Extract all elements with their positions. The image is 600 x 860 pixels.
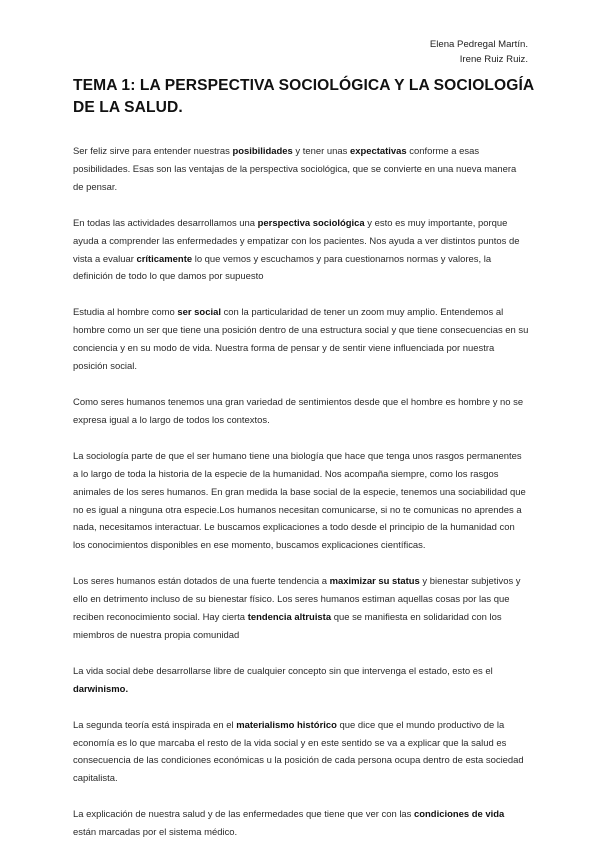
text-run: Estudia al hombre como bbox=[73, 307, 178, 319]
paragraph bbox=[73, 215, 529, 287]
paragraph bbox=[73, 304, 529, 376]
author-name: Elena Pedregal Martín. bbox=[429, 39, 528, 50]
bold-term: maximizar su status bbox=[329, 576, 420, 588]
bold-term: críticamente bbox=[136, 253, 193, 265]
bold-term: tendencia altruista bbox=[247, 612, 332, 624]
bold-term: perspectiva sociológica bbox=[257, 217, 365, 229]
paragraph bbox=[73, 806, 529, 842]
text-run: La explicación de nuestra salud y de las enfermedades que tiene que ver con las bbox=[73, 809, 415, 821]
bold-term: condiciones de vida bbox=[414, 809, 505, 821]
text-run: que dice que el mundo productivo de la economía es lo que marcaba el resto de la vida social y en este sentido se va a explicar que la salud es consecuencia de las condiciones económicas u la posición de cada persona ocupa dentro de esta sociedad capitalista. bbox=[73, 719, 524, 785]
bold-term: ser social bbox=[177, 307, 221, 319]
text-run: En todas las actividades desarrollamos una bbox=[73, 217, 258, 229]
paragraph bbox=[73, 663, 529, 699]
text-run: Como seres humanos tenemos una gran variedad de sentimientos desde que el hombre es hombre y no se expresa igual a lo largo de todos los contextos. bbox=[73, 396, 524, 426]
text-run: La sociología parte de que el ser humano tiene una biología que hace que tenga unos rasgos permanentes a lo largo de toda la historia de la especie de la humanidad. Nos acompaña siempre, como los rasgos animales de los seres humanos. En gran medida la base social de la especie, tenemos una sociabilidad que no es igual a ninguna otra especie.Los humanos necesitan comunicarse, si no te comunicas no aprendes a nada, necesitamos interactuar. Le buscamos explicaciones a todo desde el principio de la humanidad con los conocimientos disponibles en ese momento, buscamos explicaciones científicas. bbox=[73, 450, 526, 552]
paragraph bbox=[73, 573, 529, 645]
bold-term: posibilidades bbox=[232, 146, 293, 157]
author-block bbox=[430, 38, 528, 67]
text-run: y bienestar subjetivos y ello en detrimento incluso de su bienestar físico. Los seres humanos estiman aquellas cosas por las que reciben reconocimiento social. Hay cierta bbox=[73, 576, 521, 624]
text-run: Los seres humanos están dotados de una fuerte tendencia a bbox=[73, 576, 330, 588]
paragraph bbox=[73, 394, 529, 430]
text-run: La vida social debe desarrollarse libre de cualquier concepto sin que intervenga el estado, esto es el bbox=[73, 665, 493, 677]
bold-term: expectativas bbox=[349, 146, 407, 157]
text-run: La segunda teoría está inspirada en el bbox=[73, 719, 237, 731]
document-body bbox=[73, 143, 529, 860]
text-run: lo que vemos y escuchamos y para cuestionarnos normas y valores, la definición de todo lo que damos por supuesto bbox=[73, 253, 492, 283]
paragraph bbox=[73, 143, 529, 197]
paragraph bbox=[73, 448, 529, 555]
text-run: Ser feliz sirve para entender nuestras bbox=[73, 146, 233, 157]
text-run: y esto es muy importante, porque ayuda a comprender las enfermedades y empatizar con los pacientes. Nos ayuda a ver distintos puntos de vista a evaluar bbox=[73, 217, 520, 265]
text-run: que se manifiesta en solidaridad con los miembros de nuestra propia comunidad bbox=[73, 612, 502, 641]
bold-term: materialismo histórico bbox=[236, 719, 337, 731]
document-title: TEMA 1: LA PERSPECTIVA SOCIOLÓGICA Y LA SOCIOLOGÍA DE LA SALUD. bbox=[73, 77, 534, 116]
author-name: Irene Ruiz Ruiz. bbox=[459, 53, 528, 65]
text-run: conforme a esas posibilidades. Esas son las ventajas de la perspectiva sociológica, que se convierte en una nueva manera de pensar. bbox=[73, 146, 517, 193]
text-run: con la particularidad de tener un zoom muy amplio. Entendemos al hombre como un ser que tiene una posición dentro de una estructura social y que tiene consecuencias en su conciencia y en su modo de vida. Nuestra forma de pensar y de sentir viene influenciada por nuestra posición social. bbox=[73, 307, 529, 373]
text-run: y tener unas bbox=[292, 146, 350, 157]
text-run: están marcadas por el sistema médico. bbox=[73, 827, 238, 839]
paragraph bbox=[73, 717, 529, 789]
bold-term: darwinismo. bbox=[73, 683, 129, 695]
